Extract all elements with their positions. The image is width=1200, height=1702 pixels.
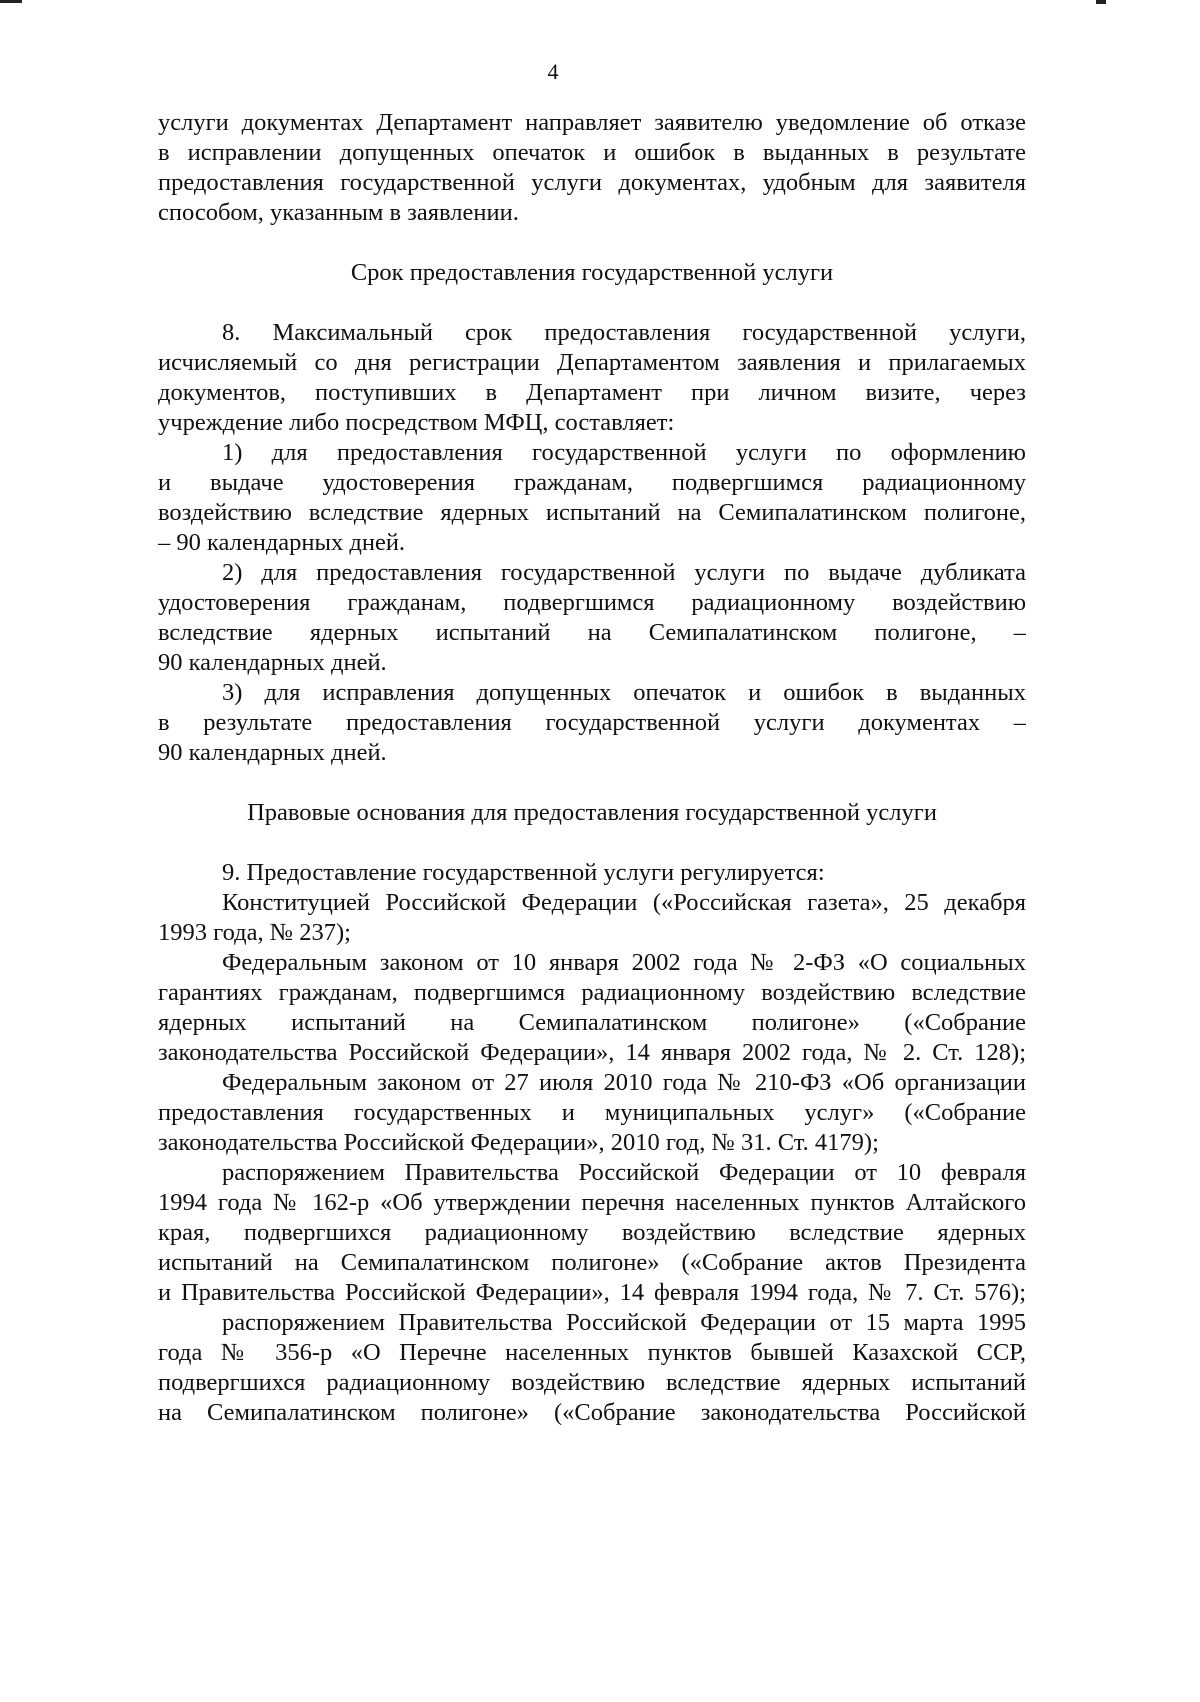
- text-line: распоряжением Правительства Российской Федерации от 15 марта 1995: [222, 1309, 1026, 1336]
- text-line: распоряжением Правительства Российской Федерации от 10 февраля: [222, 1159, 1026, 1186]
- text-line: предоставления государственной услуги документах, удобным для заявителя: [158, 169, 1026, 196]
- text-line: и выдаче удостоверения гражданам, подвергшимся радиационному: [158, 469, 1026, 496]
- text-line: Конституцией Российской Федерации («Российская газета», 25 декабря: [222, 889, 1026, 916]
- text-line: 2) для предоставления государственной услуги по выдаче дубликата: [222, 559, 1026, 586]
- text-line: в исправлении допущенных опечаток и ошибок в выданных в результате: [158, 139, 1026, 166]
- text-line: подвергшихся радиационному воздействию вследствие ядерных испытаний: [158, 1369, 1026, 1396]
- paragraph-spacer: [158, 228, 1026, 258]
- section-heading: Правовые основания для предоставления государственной услуги: [247, 799, 937, 826]
- text-line: услуги документах Департамент направляет заявителю уведомление об отказе: [158, 109, 1026, 136]
- text-line: законодательства Российской Федерации», 2010 год, № 31. Ст. 4179);: [158, 1129, 879, 1156]
- text-line: гарантиях гражданам, подвергшимся радиационному воздействию вследствие: [158, 979, 1026, 1006]
- text-line: способом, указанным в заявлении.: [158, 199, 519, 226]
- text-line: 90 календарных дней.: [158, 649, 387, 676]
- text-line: ядерных испытаний на Семипалатинском полигоне» («Собрание: [158, 1009, 1026, 1036]
- text-line: 8. Максимальный срок предоставления государственной услуги,: [222, 319, 1026, 346]
- text-line: 1) для предоставления государственной услуги по оформлению: [222, 439, 1026, 466]
- scan-mark-top-left: [0, 0, 22, 3]
- text-line: вследствие ядерных испытаний на Семипалатинском полигоне, –: [158, 619, 1026, 646]
- text-line: 3) для исправления допущенных опечаток и ошибок в выданных: [222, 679, 1026, 706]
- text-line: в результате предоставления государственной услуги документах –: [158, 709, 1026, 736]
- text-line: 9. Предоставление государственной услуги регулируется:: [222, 859, 825, 886]
- paragraph-spacer: [158, 768, 1026, 798]
- text-line: учреждение либо посредством МФЦ, составляет:: [158, 409, 675, 436]
- text-line: 1993 года, № 237);: [158, 919, 351, 946]
- paragraph-spacer: [158, 828, 1026, 858]
- scan-mark-top-right: [1096, 0, 1106, 4]
- text-line: на Семипалатинском полигоне» («Собрание законодательства Российской: [158, 1399, 1026, 1426]
- text-line: законодательства Российской Федерации», 14 января 2002 года, № 2. Ст. 128);: [158, 1039, 1026, 1066]
- text-line: 90 календарных дней.: [158, 739, 387, 766]
- text-line: воздействию вследствие ядерных испытаний на Семипалатинском полигоне,: [158, 499, 1026, 526]
- text-line: Федеральным законом от 27 июля 2010 года № 210-ФЗ «Об организации: [222, 1069, 1026, 1096]
- document-body: [158, 108, 1026, 1428]
- text-line: документов, поступивших в Департамент при личном визите, через: [158, 379, 1026, 406]
- text-line: Федеральным законом от 10 января 2002 года № 2-ФЗ «О социальных: [222, 949, 1026, 976]
- text-line: края, подвергшихся радиационному воздействию вследствие ядерных: [158, 1219, 1026, 1246]
- text-line: удостоверения гражданам, подвергшимся радиационному воздействию: [158, 589, 1026, 616]
- text-line: испытаний на Семипалатинском полигоне» («Собрание актов Президента: [158, 1249, 1026, 1276]
- text-line: года № 356-р «О Перечне населенных пунктов бывшей Казахской ССР,: [158, 1339, 1026, 1366]
- text-line: 1994 года № 162-р «Об утверждении перечня населенных пунктов Алтайского: [158, 1189, 1026, 1216]
- text-line: предоставления государственных и муниципальных услуг» («Собрание: [158, 1099, 1026, 1126]
- text-line: – 90 календарных дней.: [158, 529, 406, 556]
- section-heading: Срок предоставления государственной услуги: [350, 259, 834, 286]
- paragraph-spacer: [158, 288, 1026, 318]
- text-line: и Правительства Российской Федерации», 14 февраля 1994 года, № 7. Ст. 576);: [158, 1279, 1026, 1306]
- text-line: исчисляемый со дня регистрации Департаментом заявления и прилагаемых: [158, 349, 1026, 376]
- page-number: 4: [547, 59, 559, 84]
